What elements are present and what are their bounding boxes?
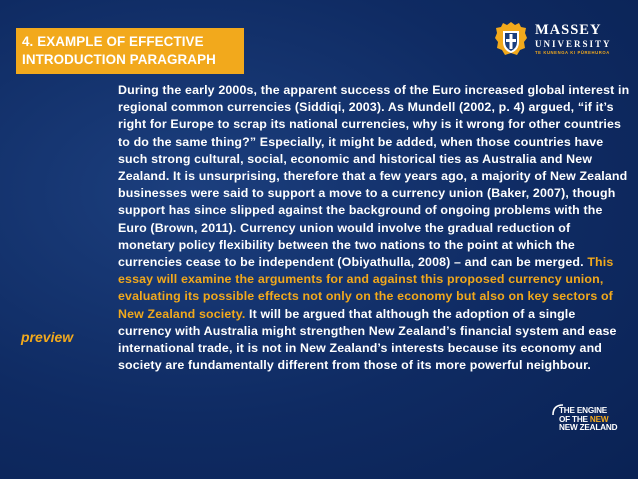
tagline-line-1: THE ENGINE bbox=[559, 406, 608, 415]
paragraph-thesis-text: It will be argued that although the adoption of a single currency with Australia might strengthen New Zealand’s financial system and ease international trade, it is not in New Zealand’s interests because its economy and society are fundamentally different from those of its more powerful neighbour. bbox=[118, 306, 617, 373]
preview-label: preview bbox=[21, 329, 74, 345]
slide-title-box bbox=[16, 28, 244, 74]
logo-name-line-1: MASSEY bbox=[535, 22, 602, 38]
introduction-paragraph bbox=[118, 82, 630, 374]
paragraph-preview-highlight: This essay will examine the arguments for and against this proposed currency union, evaluating its possible effects not only on the economy but also on key sectors of New Zealand society. bbox=[118, 255, 614, 321]
tagline-line-2-prefix: OF THE bbox=[559, 414, 590, 424]
slide-title-line-1: 4. EXAMPLE OF EFFECTIVE bbox=[22, 34, 204, 49]
paragraph-context-text: During the early 2000s, the apparent success of the Euro increased global interest in regional common currencies (Siddiqi, 2003). As Mundell (2002, p. 4) argued, “if it’s right for Europe to scrap its national currencies, why is it wrong for other countries to do the same thing?” Especially, it might be added, when those countries have such strong cultural, social, economic and historical ties as Australia and New Zealand. It is unsurprising, therefore that a few years ago, a majority of New Zealand businesses were said to support a move to a currency union (Baker, 2007), though support has since slipped against the background of ongoing problems with the Euro (Brown, 2011). Currency union would involve the gradual reduction of monetary policy flexibility between the two nations to the point at which the currencies cease to be independent (Obiyathulla, 2008) – and can be merged. bbox=[118, 83, 630, 270]
logo-name-line-2: UNIVERSITY bbox=[535, 39, 612, 49]
logo-maori-name: TE KUNENGA KI PŪREHUROA bbox=[535, 50, 610, 55]
massey-university-logo bbox=[493, 20, 623, 60]
university-crest-icon bbox=[493, 20, 529, 58]
tagline-arc-icon bbox=[551, 403, 565, 417]
tagline-line-3: NEW ZEALAND bbox=[559, 423, 618, 433]
slide-title-line-2: INTRODUCTION PARAGRAPH bbox=[22, 52, 216, 67]
tagline-line-2-accent: NEW bbox=[589, 414, 609, 424]
engine-tagline-logo bbox=[559, 407, 627, 459]
